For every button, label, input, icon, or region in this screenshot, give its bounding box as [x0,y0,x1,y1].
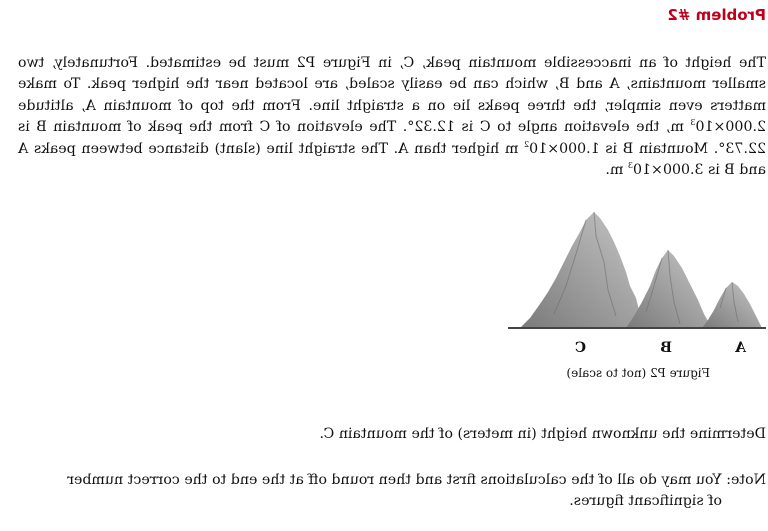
problem-statement [18,53,766,181]
note-continuation: of significant figures. [569,493,722,509]
problem-title: Problem #2 [667,6,766,24]
statement-part-3: m higher than A. The straight line (slant) distance between peaks A and B is 3.000×10 [18,140,766,179]
label-c: C [574,340,586,356]
mountain-c-shape [520,212,648,328]
mountain-figure [508,206,766,356]
exponent-3: 3 [627,161,633,171]
statement-part-2: m, the elevation angle to C is 12.32°. The elevation of C from the peak of mountain B is 22.73°. Mountain B is 1.000×10 [18,119,766,157]
label-b: B [660,340,672,356]
note-lead: Note: You may do all of the calculations first and then round off at the end to the correct number [67,472,766,488]
label-a: A [735,340,746,356]
figure-caption: Figure P2 (not to scale) [566,366,710,380]
mountain-a-shape [702,282,762,328]
exponent-2: 2 [524,139,530,149]
statement-part-4: m. [605,162,628,179]
note-text [18,470,766,512]
question-text: Determine the unknown height (in meters) of the mountain C. [319,426,766,442]
statement-part-1: The height of an inaccessible mountain peak, C, in Figure P2 must be estimated. Fortunately, two smaller mountains, A and B, which can be easily scaled, are located near the higher peak. To make matters even simpler, the three peaks lie on a straight line. From the top of mountain A, altitude 2.000×10 [18,55,766,136]
exponent-1: 3 [690,118,696,128]
